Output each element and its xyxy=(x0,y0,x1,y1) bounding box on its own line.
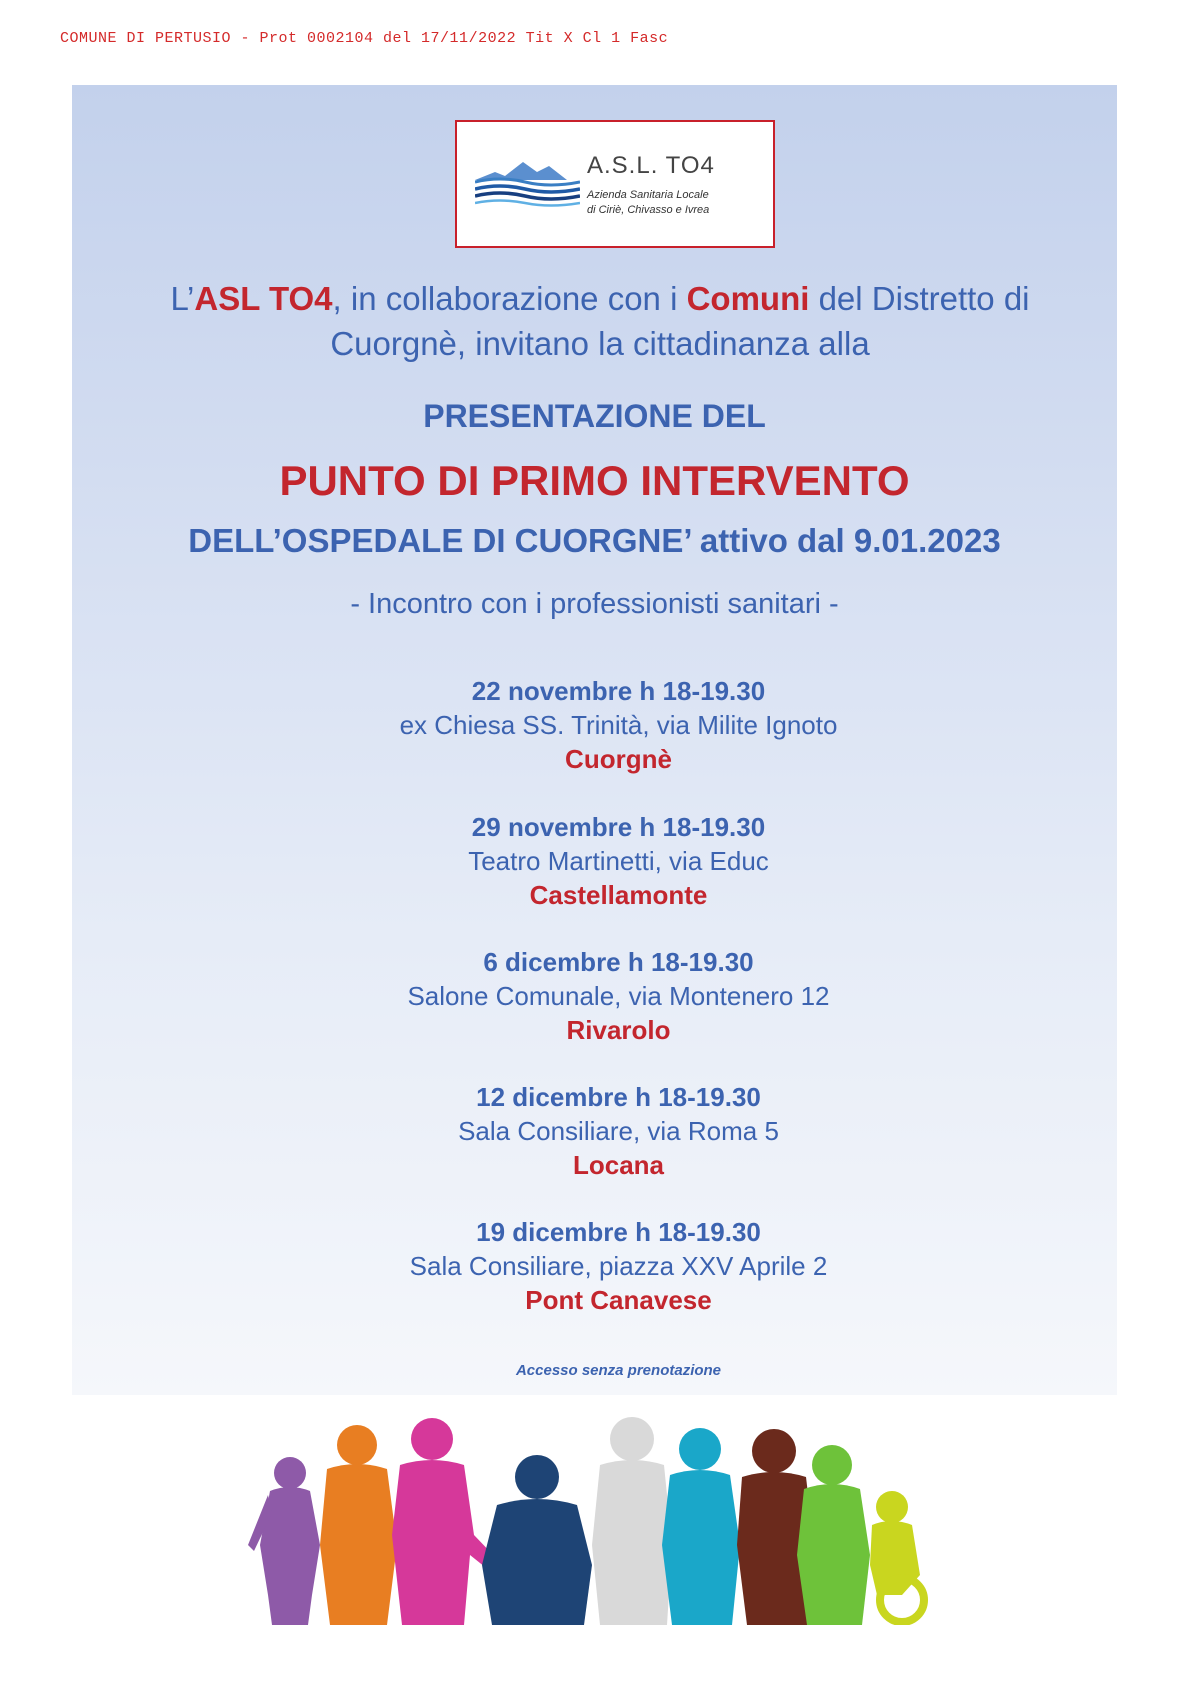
event-place: Teatro Martinetti, via Educ xyxy=(468,846,769,876)
event-place: ex Chiesa SS. Trinità, via Milite Ignoto xyxy=(399,710,838,740)
event-item xyxy=(72,945,1165,1047)
mountain-wave-icon xyxy=(475,158,580,208)
heading-punto: PUNTO DI PRIMO INTERVENTO xyxy=(279,457,910,504)
event-item xyxy=(72,674,1165,776)
event-place: Sala Consiliare, piazza XXV Aprile 2 xyxy=(409,1251,828,1281)
logo-subtitle-line2: di Ciriè, Chivasso e Ivrea xyxy=(587,204,710,216)
event-date: 29 novembre h 18-19.30 xyxy=(471,812,766,842)
protocol-stamp: COMUNE DI PERTUSIO - Prot 0002104 del 17/11/2022 Tit X Cl 1 Fasc xyxy=(60,30,669,47)
logo-subtitle-line1: Azienda Sanitaria Locale xyxy=(587,189,709,201)
event-city: Castellamonte xyxy=(529,880,708,910)
heading-ospedale: DELL’OSPEDALE DI CUORGNE’ attivo dal 9.01.2023 xyxy=(188,522,1001,559)
event-city: Locana xyxy=(572,1150,665,1180)
event-city: Cuorgnè xyxy=(565,744,672,774)
intro-text xyxy=(100,276,1100,366)
event-item xyxy=(72,1215,1165,1317)
access-note: Accesso senza prenotazione xyxy=(515,1362,722,1379)
logo-title: A.S.L. TO4 xyxy=(587,152,715,179)
heading-presentazione: PRESENTAZIONE DEL xyxy=(423,398,766,434)
intro-part1: L’ xyxy=(170,280,195,317)
intro-part3: del Distretto di Cuorgnè, invitano la cittadinanza alla xyxy=(330,280,1030,362)
intro-comuni: Comuni xyxy=(686,280,810,317)
intro-part2: , in collaborazione con i xyxy=(332,280,687,317)
event-place: Salone Comunale, via Montenero 12 xyxy=(407,981,830,1011)
event-date: 12 dicembre h 18-19.30 xyxy=(476,1082,761,1112)
event-place: Sala Consiliare, via Roma 5 xyxy=(458,1116,779,1146)
event-city: Pont Canavese xyxy=(525,1285,712,1315)
event-date: 6 dicembre h 18-19.30 xyxy=(483,947,754,977)
event-date: 19 dicembre h 18-19.30 xyxy=(476,1217,761,1247)
logo-subtitle xyxy=(587,188,709,218)
event-item xyxy=(72,1080,1165,1182)
heading-incontro: - Incontro con i professionisti sanitari - xyxy=(350,588,839,620)
event-city: Rivarolo xyxy=(566,1015,671,1045)
people-silhouettes-illustration xyxy=(72,1395,1117,1625)
event-item xyxy=(72,810,1165,912)
intro-asl: ASL TO4 xyxy=(194,280,333,317)
event-date: 22 novembre h 18-19.30 xyxy=(471,676,766,706)
asl-logo xyxy=(455,120,775,248)
